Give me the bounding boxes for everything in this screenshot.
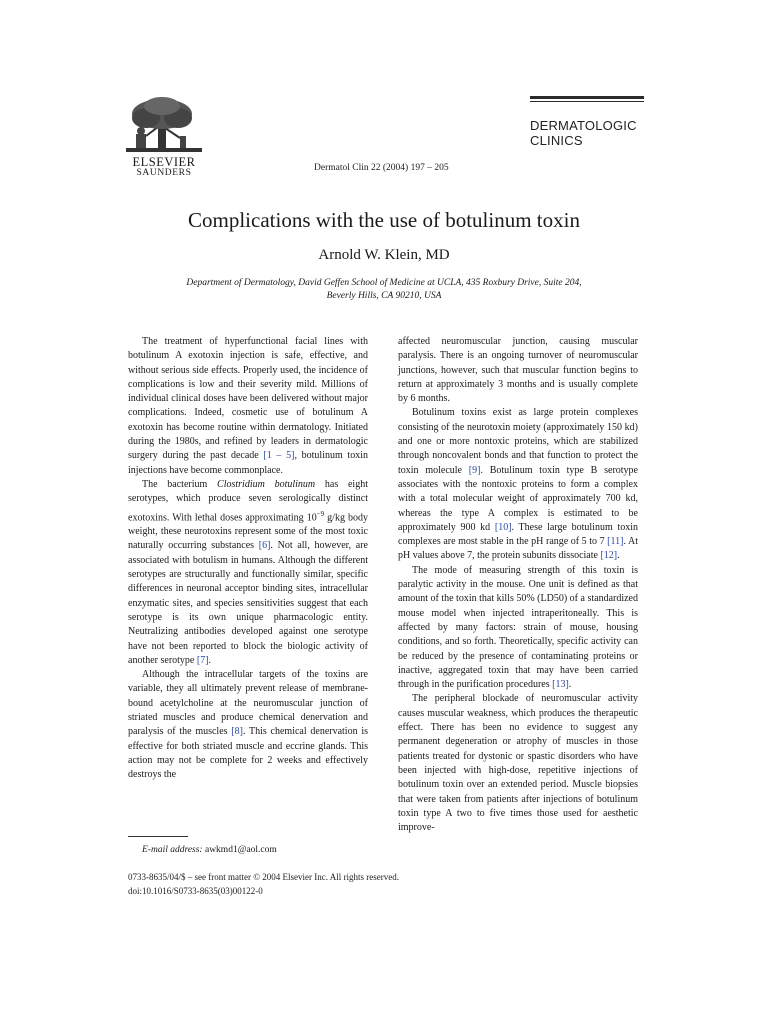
journal-name [530, 118, 644, 148]
citation-link[interactable]: [10] [494, 521, 512, 533]
journal-masthead [530, 96, 644, 148]
text-run: g/kg body weight, these neurotoxins represent some of the most toxic naturally occurring substances [128, 511, 368, 552]
paragraph [128, 478, 368, 668]
journal-citation: Dermatol Clin 22 (2004) 197 – 205 [314, 163, 449, 173]
paragraph [398, 406, 638, 563]
text-run: Although the intracellular targets of the toxins are variable, they all ultimately prevent release of membrane-bound acetylcholine at the neuromuscular junction of striated muscles and produce chemical denervation and paralysis of the muscles [128, 669, 368, 738]
text-run: . These large botulinum toxin complexes are most stable in the pH range of 5 to 7 [398, 521, 638, 548]
journal-name-line: CLINICS [530, 133, 583, 148]
masthead-rule [530, 96, 644, 99]
text-run: The bacterium [142, 478, 218, 490]
copyright-line: 0733-8635/04/$ – see front matter © 2004 Elsevier Inc. All rights reserved. [128, 872, 400, 882]
text-run: The treatment of hyperfunctional facial lines with botulinum A exotoxin injection is safe, effective, and without serious side effects. Properly used, the incidence of complications is low and their severity mild. Millions of individual clinical doses have been delivered without major complications. Indeed, cosmetic use of botulinum A exotoxin has become routine within dermatology. Initiated during the 1980s, and refined by leaders in dermatologic surgery during the past decade [128, 336, 368, 462]
masthead-rule-thin [530, 101, 644, 102]
text-run: . Botulinum toxin type B serotype associates with the nontoxic proteins to form a complex with a total molecular weight of approximately 700 kd, whereas the type A complex is estimated to be approximately 900 kd [398, 464, 638, 533]
paragraph [398, 564, 638, 693]
text-run: Botulinum toxins exist as large protein complexes consisting of the neurotoxin moiety (approximately 150 kd) and one or more nontoxic proteins, which are stabilized through noncovalent bonds and that function to protect the toxin molecule [398, 407, 638, 476]
text-run: . [568, 679, 572, 691]
citation-link[interactable]: [13] [552, 679, 569, 691]
species-name: Clostridium botulinum [217, 478, 316, 490]
publisher-imprint: SAUNDERS [136, 168, 192, 178]
paragraph: affected neuromuscular junction, causing muscular paralysis. There is an ongoing turnover of neuromuscular junctions, however, such that muscular function begins to return at approximately 3 months and is usually complete by 6 months. [398, 336, 638, 405]
exponent: −9 [316, 509, 325, 518]
body-column-right [398, 335, 638, 835]
doi-line: doi:10.1016/S0733-8635(03)00122-0 [128, 885, 263, 896]
footnote-rule [128, 836, 188, 837]
article-author: Arnold W. Klein, MD [318, 247, 450, 263]
text-run: , botulinum toxin injections have become commonplace. [128, 450, 368, 476]
citation-link[interactable]: [7] [196, 654, 209, 666]
text-run: . [617, 550, 620, 562]
text-run: . This chemical denervation is effective for both striated muscle and eccrine glands. This action may not be complete for 2 weeks and effectively destroys the [128, 726, 369, 781]
journal-name-line: DERMATOLOGIC [530, 118, 637, 133]
email-link[interactable]: awkmd1@aol.com [202, 845, 277, 855]
citation-link[interactable]: [8] [231, 726, 243, 738]
citation-link[interactable]: [12] [600, 550, 618, 562]
elsevier-tree-logo-icon [122, 96, 206, 154]
affiliation-line: Beverly Hills, CA 90210, USA [326, 291, 442, 301]
paragraph [128, 668, 368, 782]
affiliation-line: Department of Dermatology, David Geffen School of Medicine at UCLA, 435 Roxbury Drive, Suite 204, [186, 278, 582, 288]
citation-link[interactable]: [6] [258, 540, 271, 552]
article-title: Complications with the use of botulinum toxin [188, 208, 580, 232]
email-footnote [142, 845, 277, 855]
email-label: E-mail address: [142, 845, 203, 855]
text-run: . At pH values above 7, the protein subunits dissociate [398, 536, 638, 562]
author-affiliation [130, 277, 638, 303]
citation-link[interactable]: [11] [607, 536, 624, 548]
citation-link[interactable]: [9] [468, 464, 481, 476]
publisher-logo [122, 96, 206, 178]
paragraph [128, 335, 368, 478]
text-run: has eight serotypes, which produce seven serologically distinct exotoxins. With lethal doses approximating 10 [128, 478, 368, 523]
text-run: The mode of measuring strength of this toxin is paralytic activity in the mouse. One unit is defined as that amount of the toxin that kills 50% (LD50) of a standardized mouse model when injected intraperitoneally. This is affected by many factors: strain of mouse, housing conditions, and so forth. Theoretically, specific activity can be reduced by the presence of contaminating proteins or inactive, aggregated toxin that may have been carried through in the purification procedures [398, 564, 638, 691]
body-column-left [128, 335, 368, 783]
text-run: . [208, 654, 212, 666]
paragraph: The peripheral blockade of neuromuscular activity causes muscular weakness, which produces the therapeutic effect. There has been no evidence to suggest any permanent degeneration or atrophy of muscles in those patients treated for dystonic or spastic disorders who have been injected with high-dose, repetitive injections of botulinum toxin over an extended period. Muscle biopsies that were taken from patients after injections of botulinum toxin type A two to five times those used for aesthetic improve- [398, 693, 638, 834]
publisher-name: ELSEVIER [132, 155, 196, 169]
citation-link[interactable]: [1 – 5] [263, 450, 295, 462]
front-matter [128, 871, 399, 898]
text-run: . Not all, however, are associated with botulism in humans. Although the different serotypes are structurally and functionally similar, specific differences in neuronal acceptor binding sites, intracellular enzymatic sites, and species sensitivities suggest that each serotype is its own unique pharmacologic entity. Neutralizing antibodies developed against one serotype have not been reported to block the biologic activity of another serotype [128, 540, 368, 666]
